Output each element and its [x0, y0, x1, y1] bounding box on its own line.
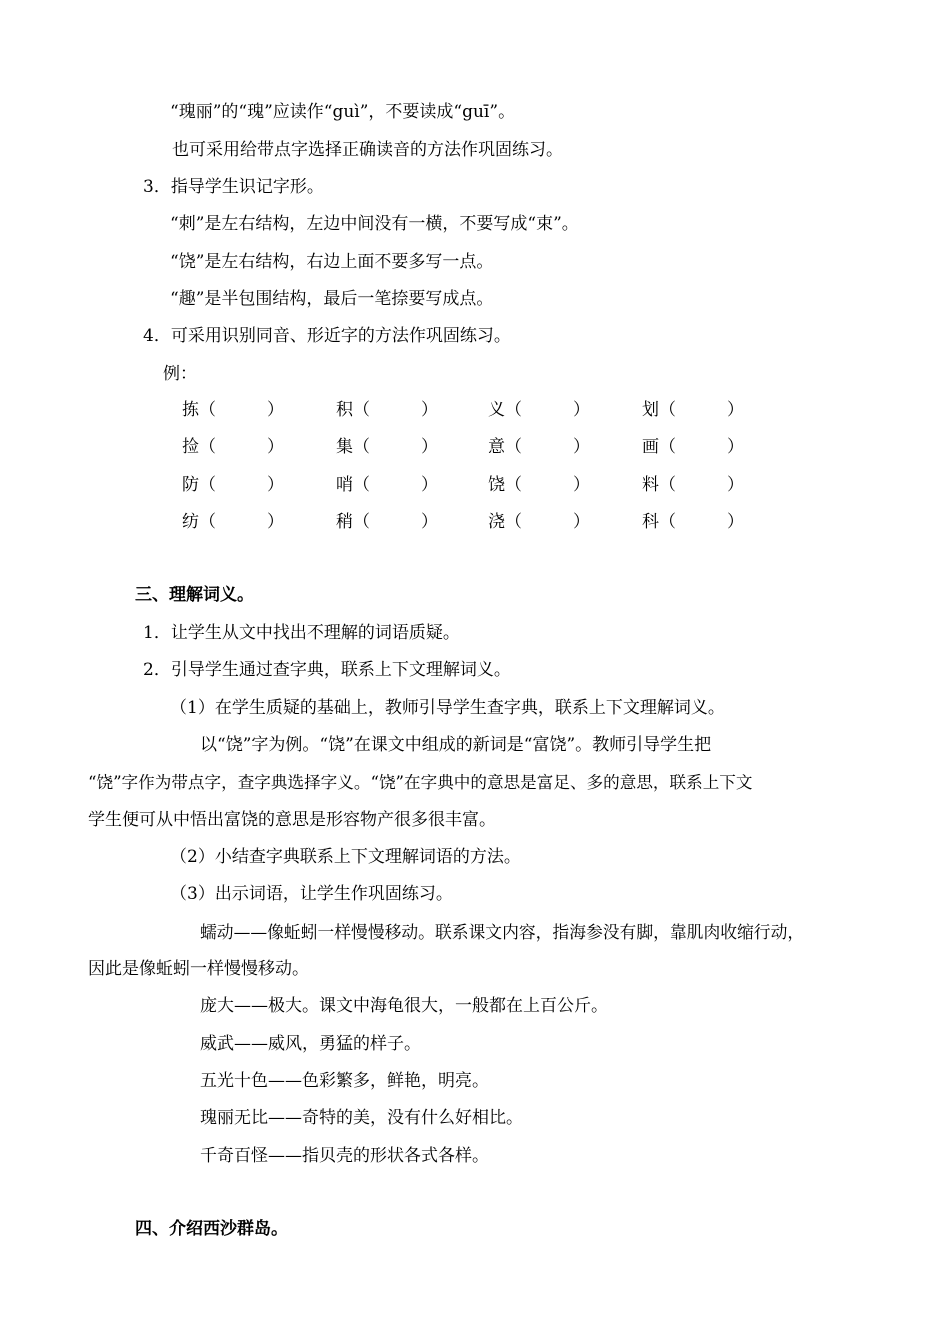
section-3-line: 威武——威风，勇猛的样子。: [200, 1034, 421, 1054]
exercise-cell: 拣（ ）: [182, 400, 284, 420]
section-3-line: （3）出示词语，让学生作巩固练习。: [170, 884, 453, 904]
exercise-cell: 划（ ）: [642, 400, 744, 420]
section-3-line: 1．让学生从文中找出不理解的词语质疑。: [143, 623, 460, 643]
exercise-cell: 义（ ）: [488, 400, 590, 420]
glyph-note-ci: “刺”是左右结构，左边中间没有一横，不要写成“束”。: [170, 214, 579, 234]
section-3-line: （1）在学生质疑的基础上，教师引导学生查字典，联系上下文理解词义。: [170, 698, 725, 718]
step-3-title: 3．指导学生识记字形。: [143, 177, 324, 197]
step-4-title: 4．可采用识别同音、形近字的方法作巩固练习。: [143, 326, 511, 346]
section-3-line: 千奇百怪——指贝壳的形状各式各样。: [200, 1146, 489, 1166]
section-3-line: （2）小结查字典联系上下文理解词语的方法。: [170, 847, 521, 867]
section-3-line: 因此是像蚯蚓一样慢慢移动。: [88, 959, 309, 979]
exercise-cell: 稍（ ）: [336, 512, 438, 532]
section-3-line: 五光十色——色彩繁多，鲜艳，明亮。: [200, 1071, 489, 1091]
section-3-line: 以“饶”字为例。“饶”在课文中组成的新词是“富饶”。教师引导学生把: [200, 735, 712, 755]
exercise-cell: 意（ ）: [488, 437, 590, 457]
exercise-cell: 画（ ）: [642, 437, 744, 457]
section-3-line: “饶”字作为带点字，查字典选择字义。“饶”在字典中的意思是富足、多的意思，联系上下文: [88, 773, 753, 792]
exercise-cell: 集（ ）: [336, 437, 438, 457]
exercise-cell: 防（ ）: [182, 475, 284, 495]
exercise-cell: 饶（ ）: [488, 475, 590, 495]
exercise-cell: 浇（ ）: [488, 512, 590, 532]
section-3-line: 蠕动——像蚯蚓一样慢慢移动。联系课文内容，指海参没有脚，靠肌肉收缩行动，: [200, 922, 805, 942]
section-3-line: 瑰丽无比——奇特的美，没有什么好相比。: [200, 1108, 523, 1128]
exercise-cell: 料（ ）: [642, 475, 744, 495]
exercise-cell: 纺（ ）: [182, 512, 284, 532]
pronunciation-note: “瑰丽”的“瑰”应读作“guì”，不要读成“guī”。: [170, 102, 516, 122]
exercise-cell: 哨（ ）: [336, 475, 438, 495]
exercise-cell: 科（ ）: [642, 512, 744, 532]
exercise-cell: 积（ ）: [336, 400, 438, 420]
exercise-cell: 捡（ ）: [182, 437, 284, 457]
section-3-line: 2．引导学生通过查字典，联系上下文理解词义。: [143, 660, 511, 680]
pronunciation-practice: 也可采用给带点字选择正确读音的方法作巩固练习。: [172, 140, 563, 160]
glyph-note-qu: “趣”是半包围结构，最后一笔捺要写成点。: [170, 289, 494, 309]
section-3-heading: 三、理解词义。: [135, 585, 254, 605]
section-3-line: 庞大——极大。课文中海龟很大，一般都在上百公斤。: [200, 996, 608, 1016]
glyph-note-rao: “饶”是左右结构，右边上面不要多写一点。: [170, 252, 494, 272]
section-4-heading: 四、介绍西沙群岛。: [135, 1219, 288, 1239]
example-label: 例：: [163, 364, 197, 384]
section-3-line: 学生便可从中悟出富饶的意思是形容物产很多很丰富。: [88, 810, 496, 830]
